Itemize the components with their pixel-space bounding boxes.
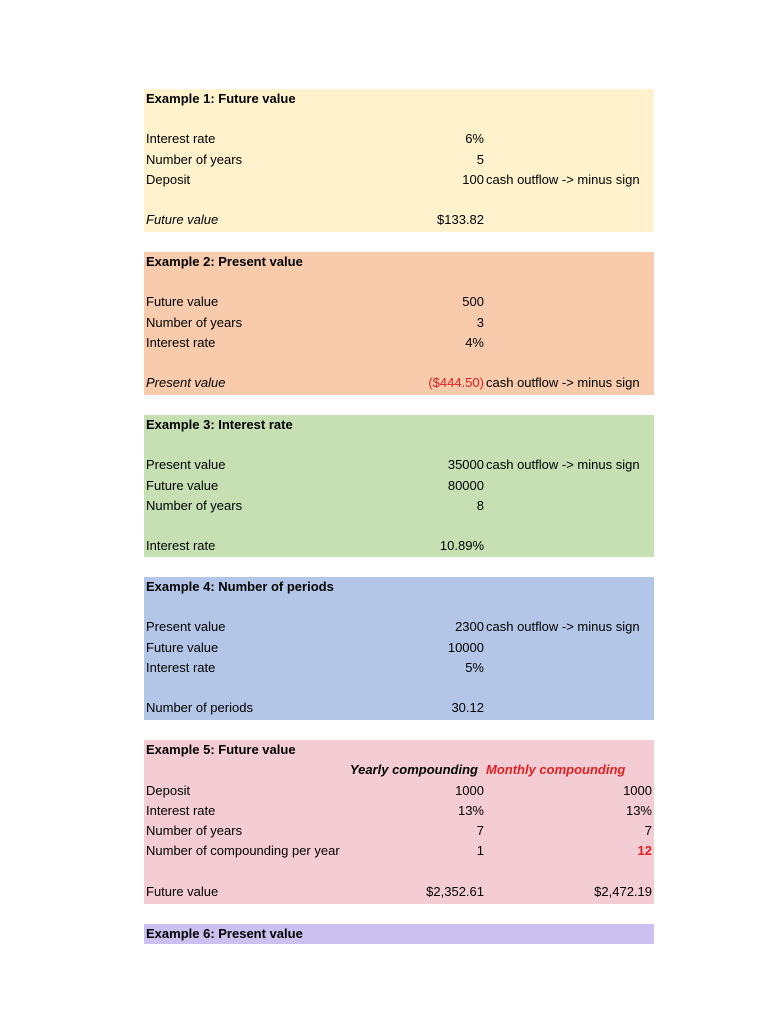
table-row [144,476,654,496]
example-4-block [144,577,654,720]
table-row [144,781,654,801]
example-4-title: Example 4: Number of periods [146,579,334,594]
table-row [144,455,654,475]
table-row [144,617,654,637]
table-row [144,496,654,516]
row-value[interactable]: 500 [462,294,484,310]
row-label: Interest rate [146,131,216,147]
row-label: Deposit [146,782,191,798]
row-label: Present value [146,457,226,473]
row-note: cash outflow -> minus sign [486,171,640,187]
row-note: cash outflow -> minus sign [486,375,640,391]
table-row [144,129,654,149]
result-label: Present value [146,375,226,391]
row-value[interactable]: 35000 [447,457,484,473]
column-header-row [144,760,654,780]
table-row [144,150,654,170]
row-label: Future value [146,477,219,493]
yearly-value[interactable]: 13% [457,802,484,818]
row-value[interactable]: 5% [465,659,484,675]
monthly-value[interactable]: 7 [644,823,652,839]
table-row [144,333,654,353]
row-value[interactable]: 10000 [447,639,484,655]
yearly-compounding-header: Yearly compounding [349,762,478,778]
result-row [144,698,654,718]
row-label: Number of years [146,497,243,513]
yearly-value[interactable]: 1 [476,843,484,859]
result-value[interactable]: 30.12 [451,700,484,716]
result-row [144,882,654,902]
example-5-title: Example 5: Future value [146,742,296,757]
monthly-value[interactable]: 12 [637,843,652,859]
monthly-compounding-header: Monthly compounding [486,762,626,778]
row-label: Future value [146,639,219,655]
yearly-value[interactable]: 7 [476,823,484,839]
yearly-result-value[interactable]: $2,352.61 [426,883,484,899]
table-row [144,292,654,312]
row-label: Interest rate [146,659,216,675]
monthly-result-value[interactable]: $2,472.19 [594,883,652,899]
result-label: Interest rate [146,538,216,554]
result-row [144,536,654,556]
row-label: Interest rate [146,334,216,350]
example-1-block [144,89,654,232]
row-value[interactable]: 100 [462,171,484,187]
example-2-block [144,252,654,395]
example-5-block [144,740,654,904]
example-3-block [144,415,654,557]
monthly-value[interactable]: 1000 [623,782,652,798]
result-label: Number of periods [146,700,253,716]
row-label: Present value [146,619,226,635]
example-2-title: Example 2: Present value [146,254,303,269]
example-6-block [144,924,654,944]
example-3-title: Example 3: Interest rate [146,417,293,432]
monthly-value[interactable]: 13% [625,802,652,818]
result-row [144,373,654,393]
result-value[interactable]: ($444.50) [428,375,484,391]
result-value[interactable]: 10.89% [439,538,484,554]
table-row [144,658,654,678]
row-label: Number of years [146,151,243,167]
row-value[interactable]: 4% [465,334,484,350]
row-label: Number of years [146,314,243,330]
result-row [144,210,654,230]
table-row [144,841,654,861]
row-label: Number of years [146,823,243,839]
row-value[interactable]: 6% [465,131,484,147]
table-row [144,821,654,841]
row-label: Future value [146,294,219,310]
yearly-value[interactable]: 1000 [455,782,484,798]
example-6-title: Example 6: Present value [146,926,303,941]
result-label: Future value [146,212,219,228]
row-note: cash outflow -> minus sign [486,619,640,635]
table-row [144,801,654,821]
table-row [144,638,654,658]
result-value[interactable]: $133.82 [437,212,484,228]
result-label: Future value [146,883,219,899]
row-value[interactable]: 5 [476,151,484,167]
row-label: Number of compounding per year [146,843,340,859]
row-label: Interest rate [146,802,216,818]
table-row [144,313,654,333]
row-value[interactable]: 8 [476,497,484,513]
table-row [144,170,654,190]
row-value[interactable]: 80000 [447,477,484,493]
row-note: cash outflow -> minus sign [486,457,640,473]
row-value[interactable]: 3 [476,314,484,330]
example-1-title: Example 1: Future value [146,91,296,106]
row-label: Deposit [146,171,191,187]
row-value[interactable]: 2300 [455,619,484,635]
